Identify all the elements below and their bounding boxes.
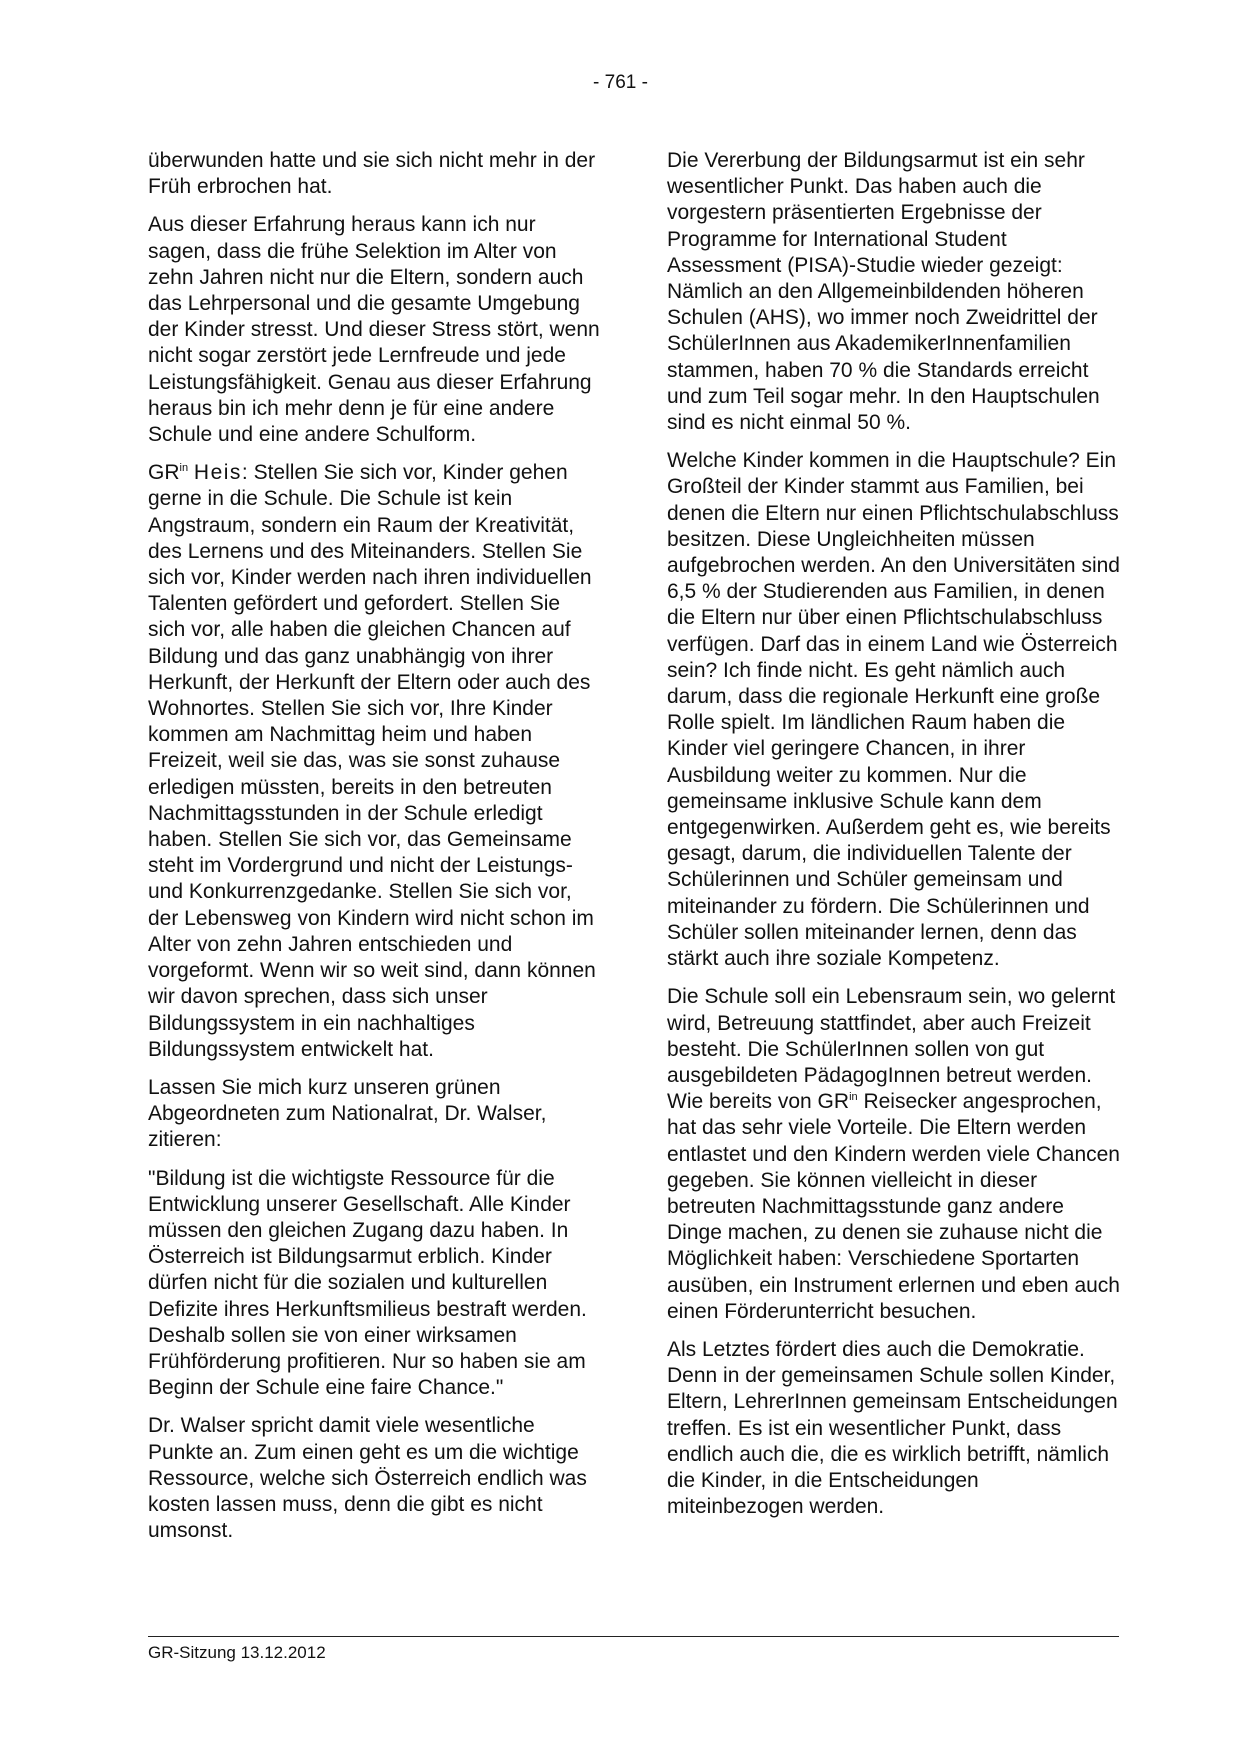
right-column xyxy=(667,148,1121,1532)
paragraph: Aus dieser Erfahrung heraus kann ich nur sagen, dass die frühe Selektion im Alter von zehn Jahren nicht nur die Eltern, sondern auch das Lehrpersonal und die gesamte Umgebung der Kinder stresst. Und dieser Stress stört, wenn nicht sogar zerstört jede Lernfreude und jede Leistungsfähigkeit. Genau aus dieser Erfahrung heraus bin ich mehr denn je für eine andere Schule und eine andere Schulform. xyxy=(148,213,600,447)
left-column xyxy=(148,148,602,1556)
speaker-title: GR xyxy=(148,461,180,485)
paragraph: Welche Kinder kommen in die Hauptschule? Ein Großteil der Kinder stammt aus Familien, bei denen die Eltern nur einen Pflichtschulabschluss besitzen. Diese Ungleichheiten müssen aufgebrochen werden. An den Universitäten sind 6,5 % der Studierenden aus Familien, in denen die Eltern nur über einen Pflichtschulabschluss verfügen. Darf das in einem Land wie Österreich sein? Ich finde nicht. Es geht nämlich auch darum, dass die regionale Herkunft eine große Rolle spielt. Im ländlichen Raum haben die Kinder viel geringere Chancen, in ihrer Ausbildung weiter zu kommen. Nur die gemeinsame inklusive Schule kann dem entgegenwirken. Außerdem geht es, wie bereits gesagt, darum, die individuellen Talente der Schülerinnen und Schüler gemeinsam und miteinander zu fördern. Die Schülerinnen und Schüler sollen miteinander lernen, denn das stärkt auch ihre soziale Kompetenz. xyxy=(667,449,1120,971)
title-superscript: in xyxy=(849,1091,858,1104)
paragraph-text: Die Schule soll ein Lebensraum sein, wo gelernt wird, Betreuung stattfindet, aber auch Freizeit besteht. Die SchülerInnen sollen von gut ausgebildeten PädagogInnen betreut werden. Wie bereits von GR xyxy=(667,985,1116,1114)
speech-text: : Stellen Sie sich vor, Kinder gehen gerne in die Schule. Die Schule ist kein Angstraum, sondern ein Raum der Kreativität, des Lernens und des Miteinanders. Stellen Sie sich vor, Kinder werden nach ihren individuellen Talenten gefördert und gefordert. Stellen Sie sich vor, alle haben die gleichen Chancen auf Bildung und das ganz unabhängig von ihrer Herkunft, der Herkunft der Eltern oder auch des Wohnortes. Stellen Sie sich vor, Ihre Kinder kommen am Nachmittag heim und haben Freizeit, weil sie das, was sie sonst zuhause erledigen müssten, bereits in den betreuten Nachmittagsstunden in der Schule erledigt haben. Stellen Sie sich vor, das Gemeinsame steht im Vordergrund und nicht der Leistungs- und Konkurrenzgedanke. Stellen Sie sich vor, der Lebensweg von Kindern wird nicht schon im Alter von zehn Jahren entschieden und vorgeformt. Wenn wir so weit sind, dann können wir davon sprechen, dass sich unser Bildungssystem in ein nachhaltiges Bildungssystem entwickelt hat. xyxy=(148,461,596,1061)
paragraph-text: Reisecker angesprochen, hat das sehr viele Vorteile. Die Eltern werden entlastet und den Kindern werden viele Chancen gegeben. Sie können vielleicht in dieser betreuten Nachmittagsstunde ganz andere Dinge machen, zu denen sie zuhause nicht die Möglichkeit haben: Verschiedene Sportarten ausüben, ein Instrument erlernen und eben auch einen Förderunterricht besuchen. xyxy=(667,1090,1120,1323)
paragraph: Als Letztes fördert dies auch die Demokratie. Denn in der gemeinsamen Schule sollen Kinder, Eltern, LehrerInnen gemeinsam Entscheidungen treffen. Es ist ein wesentlicher Punkt, dass endlich auch die, die es wirklich betrifft, nämlich die Kinder, in die Entscheidungen miteinbezogen werden. xyxy=(667,1337,1118,1519)
speech-paragraph xyxy=(148,460,602,1063)
paragraph: Lassen Sie mich kurz unseren grünen Abgeordneten zum Nationalrat, Dr. Walser, zitieren: xyxy=(148,1075,547,1152)
speaker-title-superscript: in xyxy=(179,462,189,475)
footer-divider xyxy=(148,1636,1119,1637)
paragraph: Die Vererbung der Bildungsarmut ist ein sehr wesentlicher Punkt. Das haben auch die vorgestern präsentierten Ergebnisse der Programme for International Student Assessment (PISA)-Studie wieder gezeigt: Nämlich an den Allgemeinbildenden höheren Schulen (AHS), wo immer noch Zweidrittel der SchülerInnen aus AkademikerInnenfamilien stammen, haben 70 % die Standards erreicht und zum Teil sogar mehr. In den Hauptschulen sind es nicht einmal 50 %. xyxy=(667,149,1100,435)
quote-paragraph: "Bildung ist die wichtigste Ressource für die Entwicklung unserer Gesellschaft. Alle Kinder müssen den gleichen Zugang dazu haben. In Österreich ist Bildungsarmut erblich. Kinder dürfen nicht für die sozialen und kulturellen Defizite ihres Herkunftsmilieus bestraft werden. Deshalb sollen sie von einer wirksamen Frühförderung profitieren. Nur so haben sie am Beginn der Schule eine faire Chance." xyxy=(148,1166,587,1400)
page-number: - 761 - xyxy=(593,72,648,93)
footer-session-date: GR-Sitzung 13.12.2012 xyxy=(148,1643,326,1662)
paragraph xyxy=(667,984,1121,1325)
paragraph: Dr. Walser spricht damit viele wesentliche Punkte an. Zum einen geht es um die wichtige Ressource, welche sich Österreich endlich was kosten lassen muss, denn die gibt es nicht umsonst. xyxy=(148,1414,587,1543)
paragraph: überwunden hatte und sie sich nicht mehr in der Früh erbrochen hat. xyxy=(148,149,596,199)
speaker-name: Heis xyxy=(193,461,242,485)
